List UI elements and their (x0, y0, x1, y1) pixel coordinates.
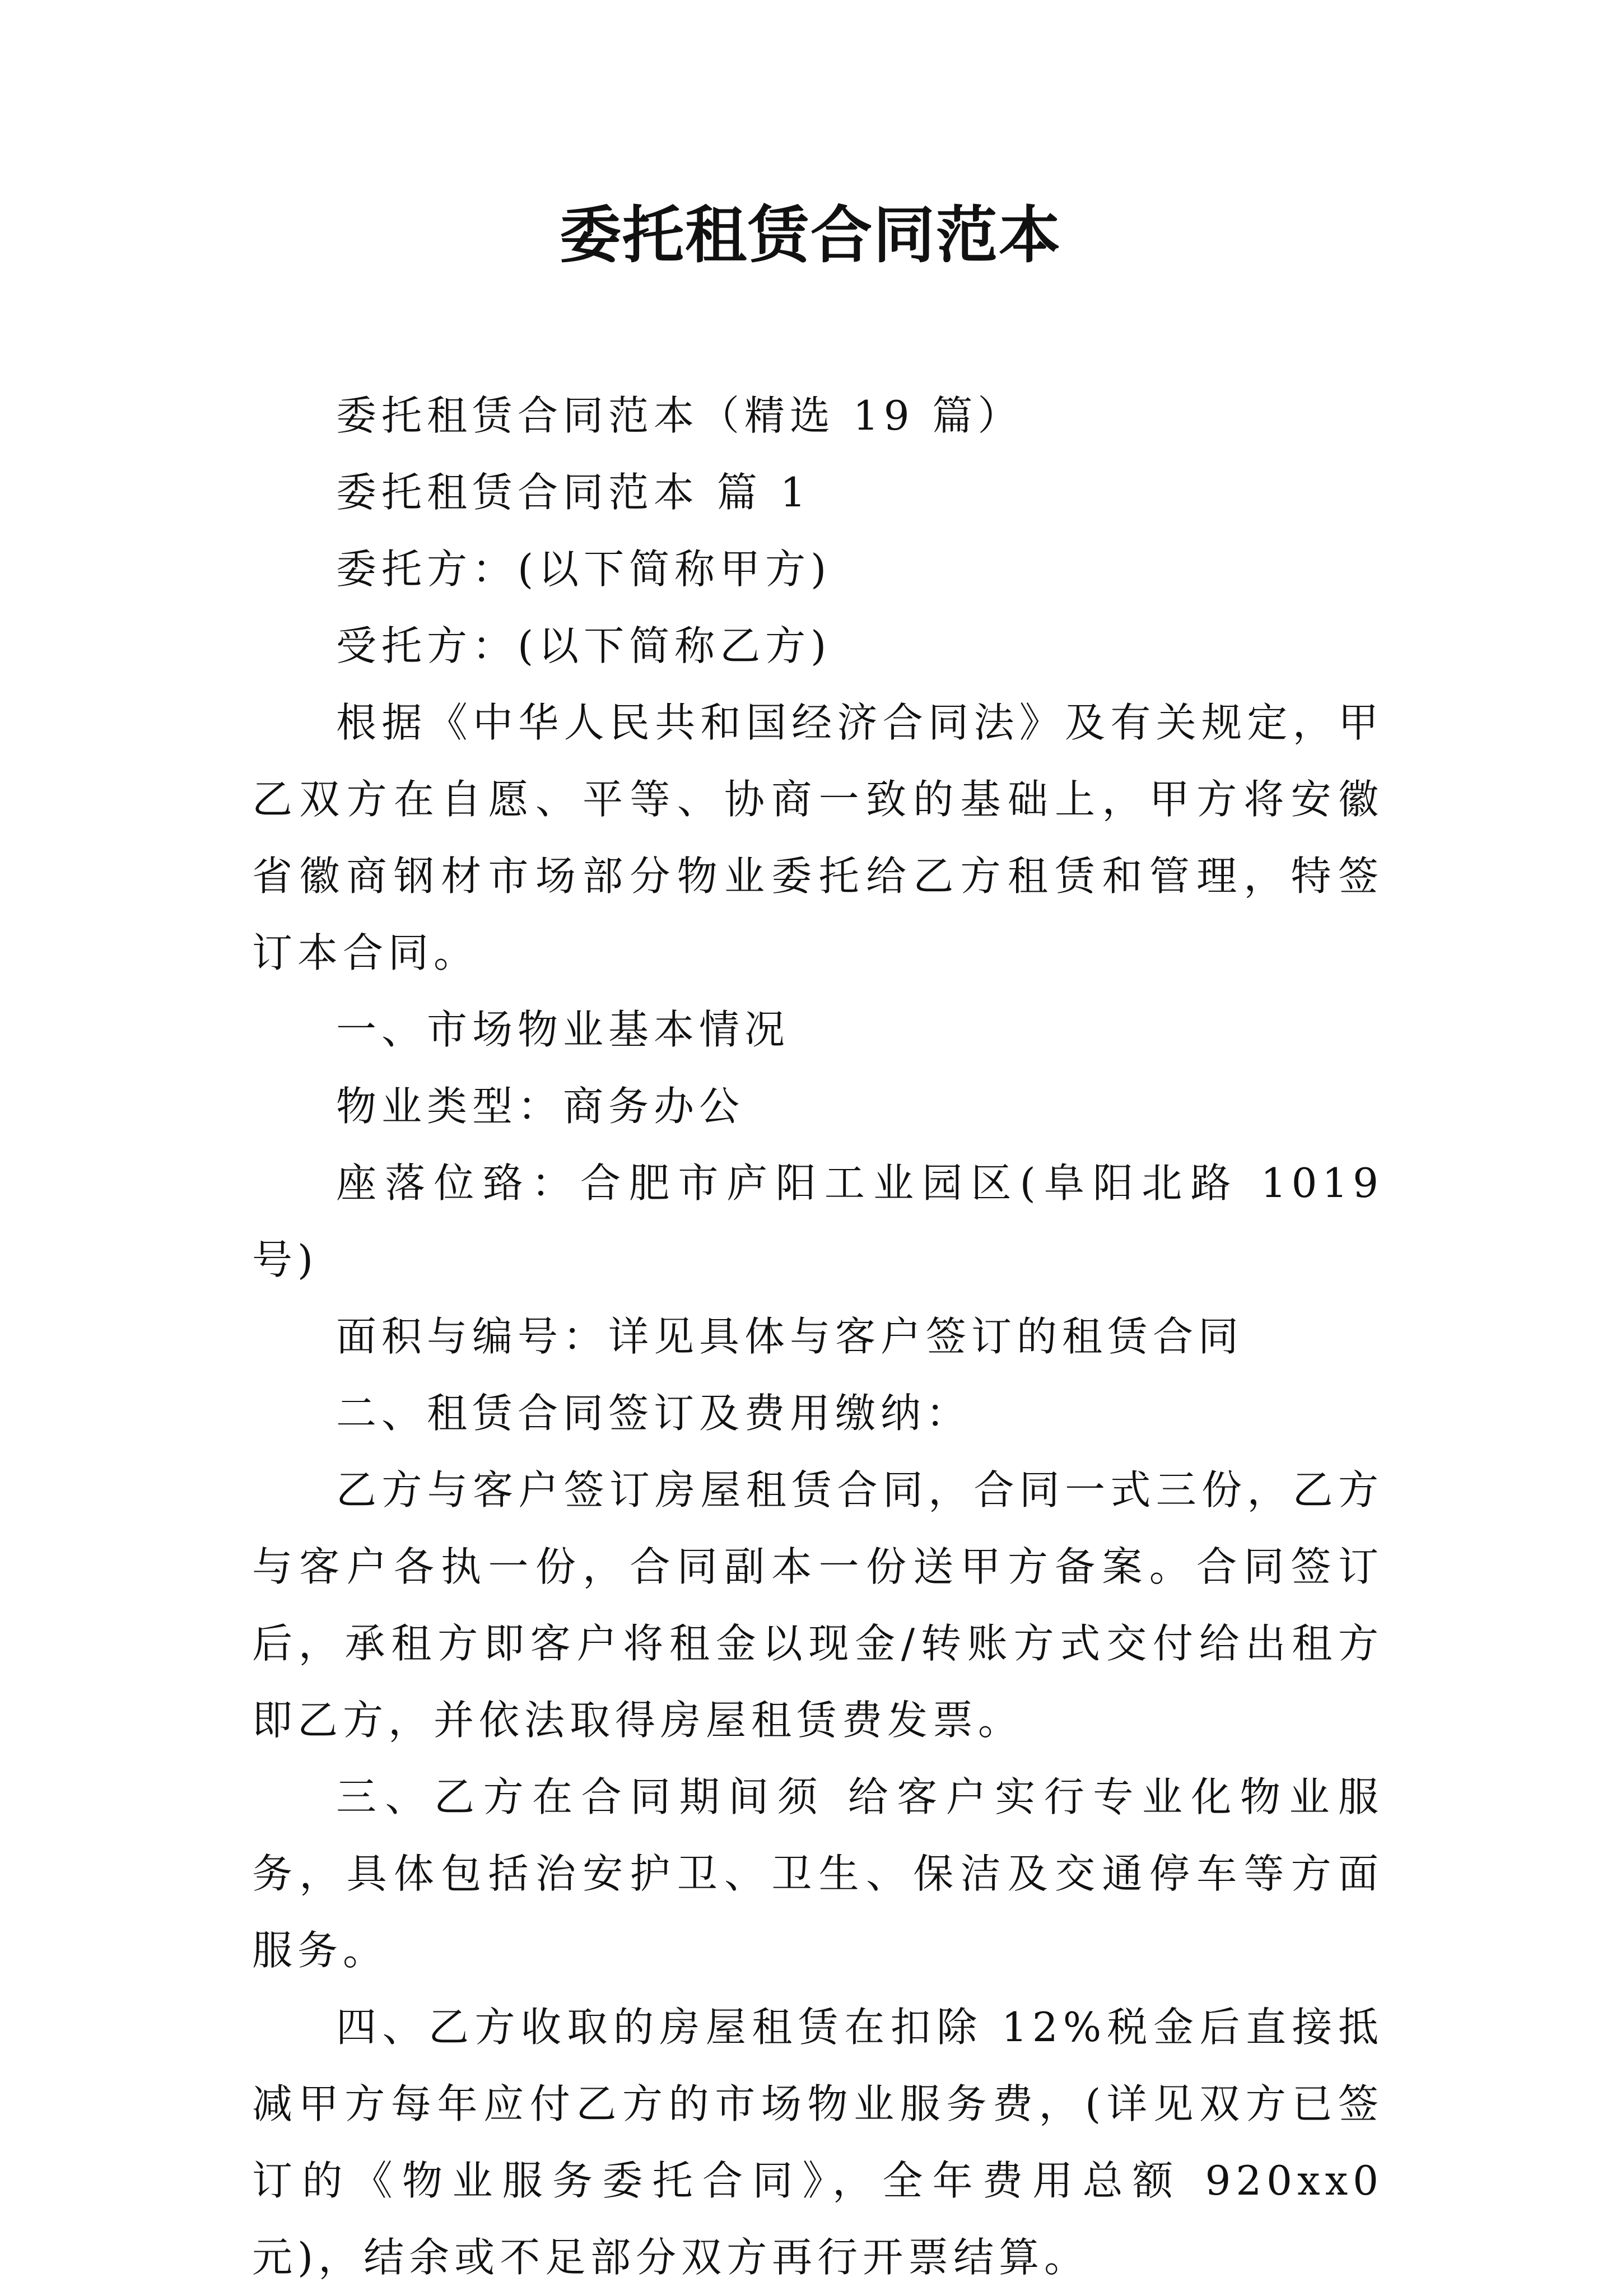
paragraph-clause-1-title: 一、市场物业基本情况 (336, 1006, 790, 1053)
paragraph-party-a: 委托方：(以下简称甲方) (336, 546, 832, 593)
paragraph-clause-2-title: 二、租赁合同签订及费用缴纳： (336, 1390, 972, 1437)
paragraph-party-b: 受托方：(以下简称乙方) (336, 622, 832, 669)
paragraph-heading: 委托租赁合同范本（精选 19 篇） (336, 392, 1023, 439)
paragraph-property-area: 面积与编号：详见具体与客户签订的租赁合同 (336, 1313, 1244, 1360)
paragraph-clause-3: 三、乙方在合同期间须 给客户实行专业化物业服务，具体包括治安护卫、卫生、保洁及交通停车等方面服务。 (252, 1773, 1384, 1974)
paragraph-clause-4: 四、乙方收取的房屋租赁在扣除 12%税金后直接抵减甲方每年应付乙方的市场物业服务费，(详见双方已签订的《物业服务委托合同》，全年费用总额 920xx0 元)，结余或不足部分双方再行开票结算。 (252, 2004, 1384, 2281)
document-title: 委托租赁合同范本 (560, 199, 1061, 271)
paragraph-property-location: 座落位臵：合肥市庐阳工业园区(阜阳北路 1019 号) (252, 1159, 1384, 1283)
paragraph-property-type: 物业类型：商务办公 (336, 1083, 745, 1130)
paragraph-section-title: 委托租赁合同范本 篇 1 (336, 469, 811, 516)
document-body (252, 378, 1384, 2296)
paragraph-preamble: 根据《中华人民共和国经济合同法》及有关规定，甲乙双方在自愿、平等、协商一致的基础上，甲方将安徽省徽商钢材市场部分物业委托给乙方租赁和管理，特签订本合同。 (252, 699, 1384, 976)
paragraph-clause-2-body: 乙方与客户签订房屋租赁合同，合同一式三份，乙方与客户各执一份，合同副本一份送甲方备案。合同签订后，承租方即客户将租金以现金/转账方式交付给出租方即乙方，并依法取得房屋租赁费发票。 (252, 1466, 1384, 1744)
